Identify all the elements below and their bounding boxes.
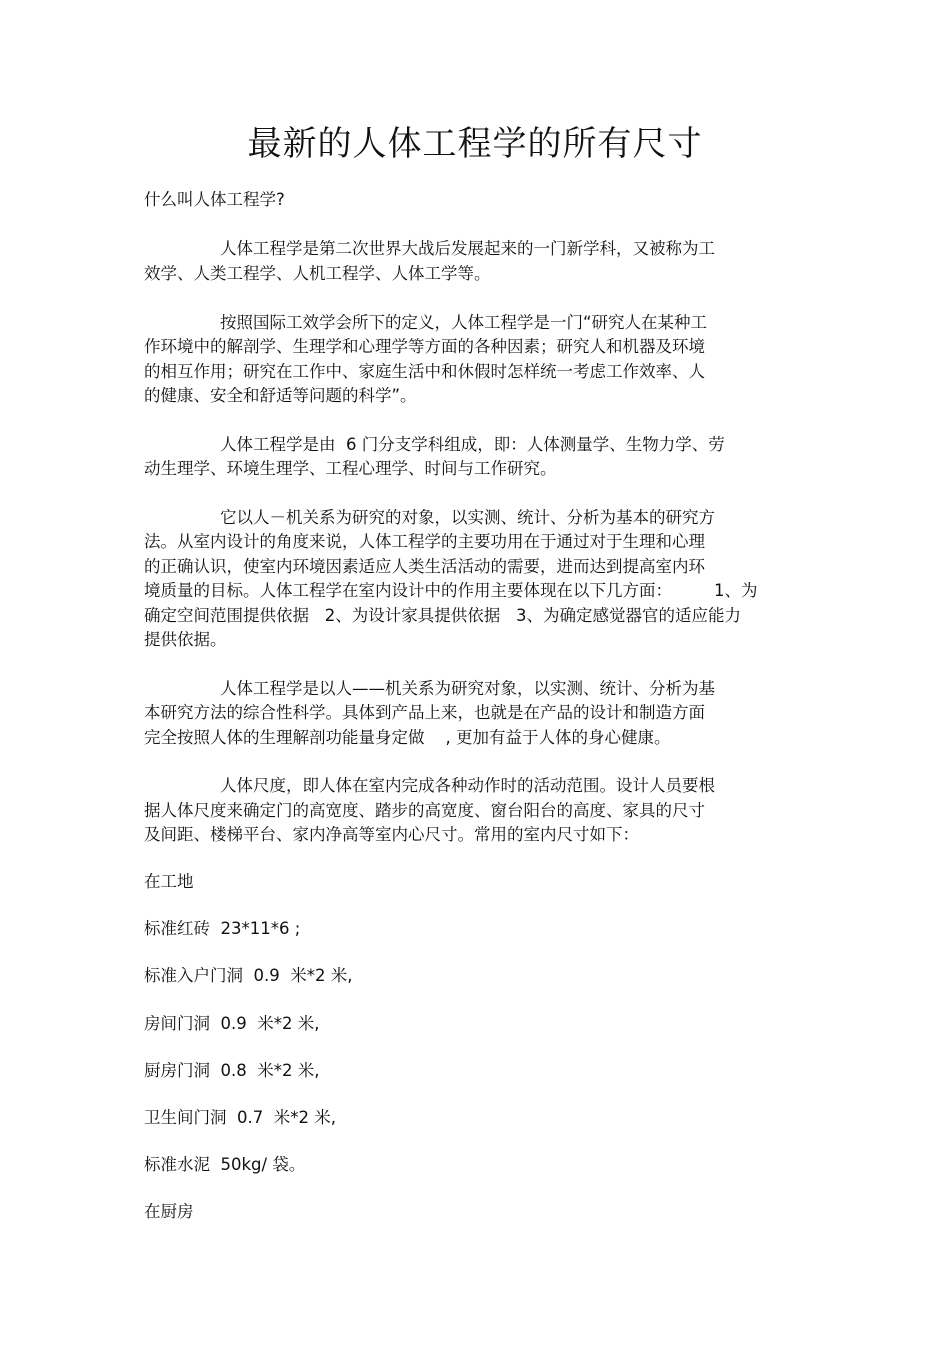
list-item: 房间门洞 0.9 米*2 米, [144, 1014, 320, 1033]
paragraph-line: 动生理学、环境生理学、工程心理学、时间与工作研究。 [144, 459, 557, 478]
paragraph-line: 的健康、安全和舒适等问题的科学”。 [144, 386, 417, 405]
paragraph-line: 及间距、楼梯平台、家内净高等室内心尺寸。常用的室内尺寸如下： [144, 825, 639, 844]
paragraph-line: 作环境中的解剖学、生理学和心理学等方面的各种因素；研究人和机器及环境 [144, 337, 705, 356]
section-heading: 在厨房 [144, 1202, 194, 1221]
list-item: 标准水泥 50kg/ 袋。 [144, 1155, 306, 1174]
paragraph-line: 人体工程学是第二次世界大战后发展起来的一门新学科，又被称为工 [220, 239, 715, 258]
list-item: 标准红砖 23*11*6 ; [144, 919, 301, 938]
paragraph-line: 的相互作用；研究在工作中、家庭生活中和休假时怎样统一考虑工作效率、人 [144, 362, 705, 381]
paragraph-line: 按照国际工效学会所下的定义，人体工程学是一门“研究人在某种工 [220, 313, 708, 332]
document-title: 最新的人体工程学的所有尺寸 [247, 124, 703, 164]
paragraph-line: 完全按照人体的生理解剖功能量身定做 , 更加有益于人体的身心健康。 [144, 728, 671, 747]
paragraph-line: 本研究方法的综合性科学。具体到产品上来，也就是在产品的设计和制造方面 [144, 703, 705, 722]
paragraph-line: 人体工程学是以人——机关系为研究对象，以实测、统计、分析为基 [220, 679, 715, 698]
paragraph-line: 境质量的目标。人体工程学在室内设计中的作用主要体现在以下几方面： 1、为 [144, 581, 758, 600]
list-item: 卫生间门洞 0.7 米*2 米, [144, 1108, 336, 1127]
list-item: 厨房门洞 0.8 米*2 米, [144, 1061, 320, 1080]
list-item: 标准入户门洞 0.9 米*2 米, [144, 966, 353, 985]
paragraph-line: 它以人－机关系为研究的对象，以实测、统计、分析为基本的研究方 [220, 508, 715, 527]
paragraph-line: 法。从室内设计的角度来说，人体工程学的主要功用在于通过对于生理和心理 [144, 532, 705, 551]
paragraph-line: 人体尺度，即人体在室内完成各种动作时的活动范围。设计人员要根 [220, 776, 715, 795]
paragraph-line: 据人体尺度来确定门的高宽度、踏步的高宽度、窗台阳台的高度、家具的尺寸 [144, 801, 705, 820]
question-heading: 什么叫人体工程学? [144, 190, 285, 209]
paragraph-line: 效学、人类工程学、人机工程学、人体工学等。 [144, 264, 491, 283]
paragraph-line: 的正确认识，使室内环境因素适应人类生活活动的需要，进而达到提高室内环 [144, 557, 705, 576]
paragraph-line: 确定空间范围提供依据 2、为设计家具提供依据 3、为确定感觉器官的适应能力 [144, 606, 741, 625]
paragraph-line: 人体工程学是由 6 门分支学科组成，即：人体测量学、生物力学、劳 [220, 435, 725, 454]
paragraph-line: 提供依据。 [144, 630, 227, 649]
section-heading: 在工地 [144, 872, 194, 891]
